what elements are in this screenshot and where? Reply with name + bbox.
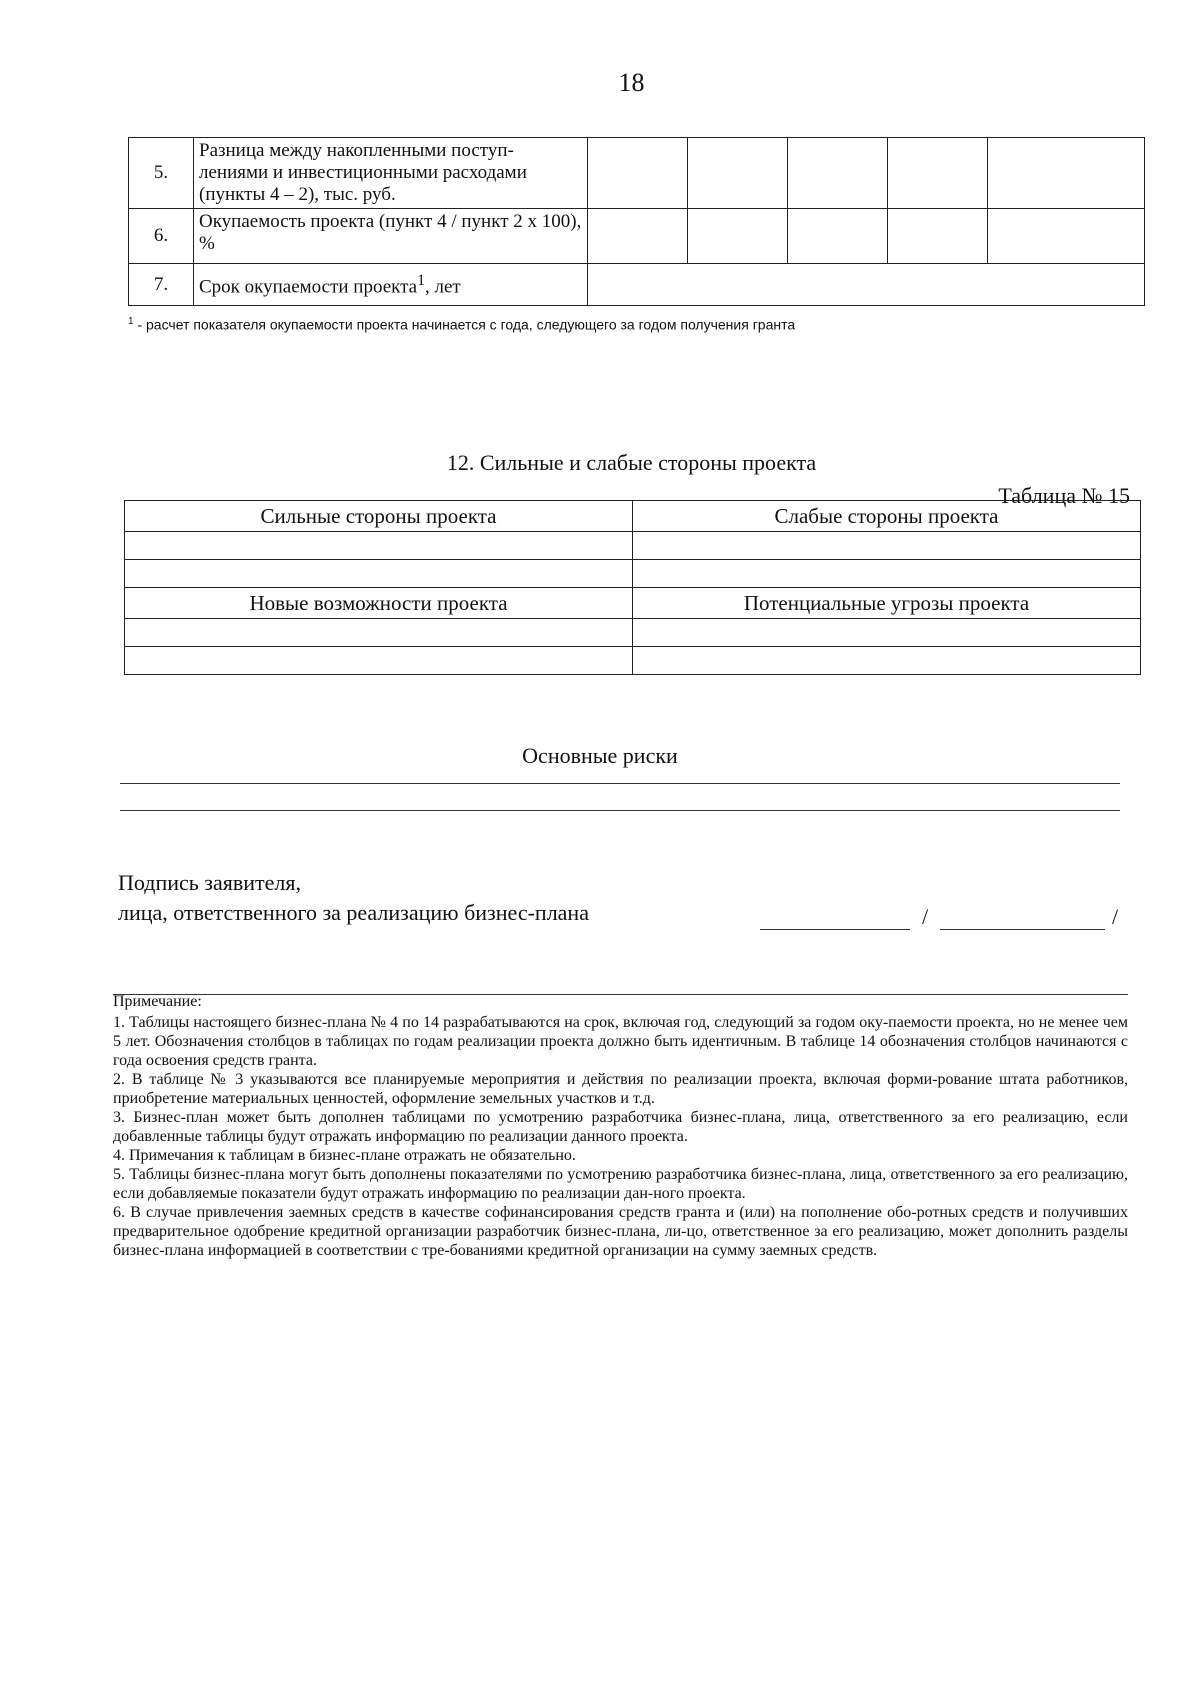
table-label: Таблица № 15 (998, 483, 1130, 508)
table-row (125, 560, 1141, 588)
table-cell (633, 560, 1141, 588)
note-item: 2. В таблице № 3 указываются все планируемые мероприятия и действия по реализации проекта, включая форми-рование штата работников, приобретение материальных ценностей, оформление земельных участков и т.д. (113, 1071, 1128, 1107)
signature-line (760, 929, 910, 930)
table-row (129, 209, 1145, 264)
row-number: 7. (129, 264, 194, 306)
swot-table (124, 500, 1141, 675)
table-cell (688, 209, 788, 264)
table-cell (125, 532, 633, 560)
table-row (125, 501, 1141, 532)
signature-label: Подпись заявителя, (118, 870, 302, 895)
table-cell (988, 209, 1145, 264)
footnote-marker: 1 (128, 316, 134, 327)
signature-slash-end: / (1112, 904, 1119, 929)
table-cell (125, 560, 633, 588)
table-row (125, 532, 1141, 560)
table-cell (588, 209, 688, 264)
table-row (125, 619, 1141, 647)
note-item: 3. Бизнес-план может быть дополнен таблицами по усмотрению разработчика бизнес-плана, лица, ответственного за его реализацию, если добавленные таблицы будут отражать информацию по реализации данного проекта. (113, 1109, 1128, 1145)
table-row (129, 138, 1145, 209)
section-title: 12. Сильные и слабые стороны проекта (446, 450, 817, 475)
notes-title: Примечание: (113, 993, 202, 1010)
risks-line (120, 810, 1120, 811)
table-cell (788, 209, 888, 264)
table-row (129, 264, 1145, 306)
opportunities-header: Новые возможности проекта (125, 588, 633, 619)
note-item: 1. Таблицы настоящего бизнес-плана № 4 по 14 разрабатываются на срок, включая год, следующий за годом оку-паемости проекта, но не менее чем 5 лет. Обозначения столбцов в таблицах по годам реализации проекта должно быть идентичным. В таблице 14 обозначения столбцов начинаются с года освоения средств гранта. (113, 1014, 1128, 1069)
risks-title: Основные риски (522, 743, 678, 768)
footnote (128, 316, 795, 333)
row-label (194, 264, 588, 306)
table-cell (633, 532, 1141, 560)
row-number: 5. (129, 138, 194, 209)
table-cell (988, 138, 1145, 209)
page-number: 18 (618, 68, 645, 97)
note-item: 6. В случае привлечения заемных средств в качестве софинансирования средств гранта и (или) на пополнение обо-ротных средств и получивших предварительное одобрение кредитной организации разработчик бизнес-плана, ли-цо, ответственное за его реализацию, может дополнить разделы бизнес-плана информацией в соответствии с тре-бованиями кредитной организации на сумму заемных средств. (113, 1204, 1128, 1259)
footnote-ref: 1 (417, 272, 426, 290)
row-label: Разница между накопленными поступ-лениями и инвестиционными расходами (пункты 4 – 2), тыс. руб. (194, 138, 588, 209)
table-cell (633, 619, 1141, 647)
table-cell (633, 647, 1141, 675)
table-cell (125, 647, 633, 675)
table-cell (588, 138, 688, 209)
name-line (940, 929, 1105, 930)
note-item: 5. Таблицы бизнес-плана могут быть дополнены показателями по усмотрению разработчика бизнес-плана, лица, ответственного за его реализацию, если добавляемые показатели будут отражать информацию по реализации дан-ного проекта. (113, 1166, 1128, 1202)
table-cell (888, 209, 988, 264)
risks-line (120, 783, 1120, 784)
threats-header: Потенциальные угрозы проекта (633, 588, 1141, 619)
row-label: Окупаемость проекта (пункт 4 / пункт 2 х 100), % (194, 209, 588, 264)
row-label-suffix: , лет (425, 276, 461, 298)
note-item: 4. Примечания к таблицам в бизнес-плане отражать не обязательно. (113, 1147, 576, 1164)
row-label-text: Срок окупаемости проекта (199, 276, 418, 298)
strengths-header: Сильные стороны проекта (125, 501, 633, 532)
row-number: 6. (129, 209, 194, 264)
table-cell (588, 264, 1145, 306)
notes (113, 992, 1128, 1260)
table-row (125, 647, 1141, 675)
signature-sublabel: лица, ответственного за реализацию бизнес-плана (118, 900, 589, 925)
table-cell (888, 138, 988, 209)
signature-slash: / (922, 904, 929, 929)
table-row (125, 588, 1141, 619)
table-cell (788, 138, 888, 209)
weaknesses-header: Слабые стороны проекта (633, 501, 1141, 532)
payback-table (128, 137, 1145, 306)
table-cell (688, 138, 788, 209)
footnote-text: - расчет показателя окупаемости проекта начинается с года, следующего за годом получения гранта (137, 316, 796, 333)
table-cell (125, 619, 633, 647)
